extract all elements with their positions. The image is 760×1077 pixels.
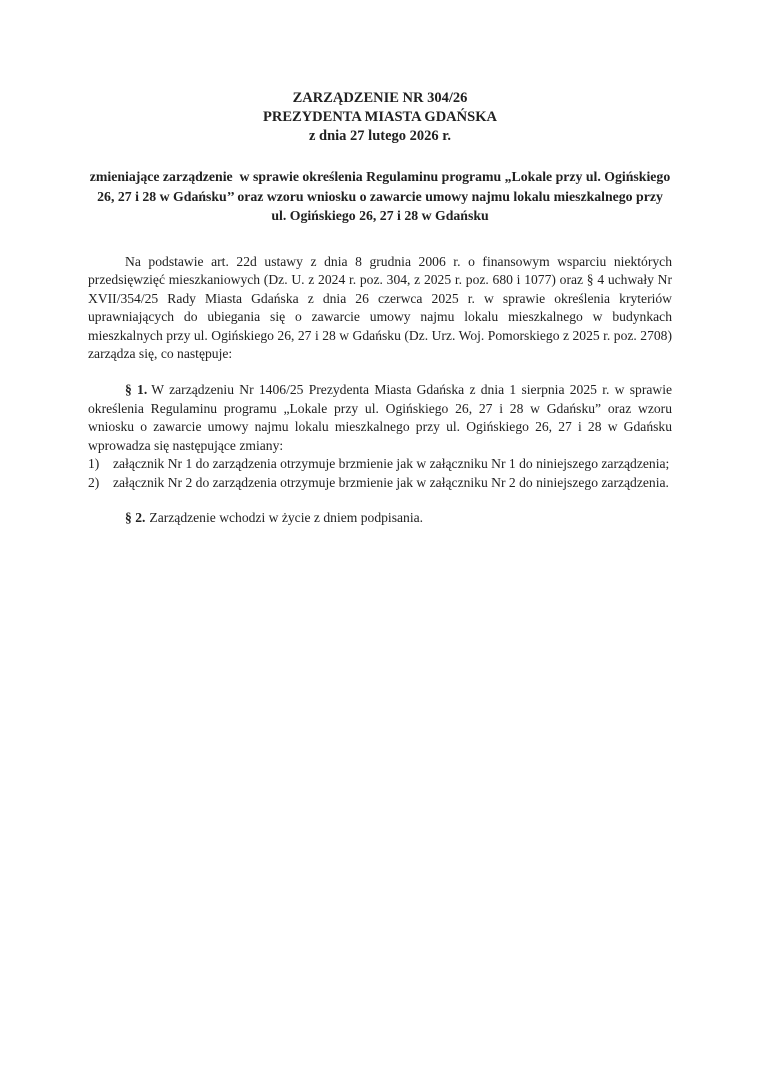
section-1-paragraph [88,381,672,455]
amendment-list [88,455,672,492]
ordinance-date-line: z dnia 27 lutego 2026 r. [308,128,452,144]
item-text: załącznik Nr 1 do zarządzenia otrzymuje brzmienie jak w załączniku Nr 1 do niniejszego zarządzenia; [113,456,670,472]
section-1-marker: § 1. [125,382,148,398]
section-2-paragraph [88,509,672,528]
list-item-2 [88,474,672,493]
section-2-text: Zarządzenie wchodzi w życie z dniem podpisania. [149,509,424,525]
item-number: 1) [88,456,100,472]
document-header [88,89,672,146]
legal-basis-paragraph: Na podstawie art. 22d ustawy z dnia 8 grudnia 2006 r. o finansowym wsparciu niektórych przedsięwzięć mieszkaniowych (Dz. U. z 2024 r. poz. 304, z 2025 r. poz. 680 i 1077) oraz § 4 uchwały Nr XVII/354/25 Rady Miasta Gdańska z dnia 26 czerwca 2025 r. w sprawie określenia kryteriów uprawniających do ubiegania się o zawarcie umowy najmu lokalu mieszkalnego w budynkach mieszkalnych przy ul. Ogińskiego 26, 27 i 28 w Gdańsku (Dz. Urz. Woj. Pomorskiego z 2025 r. poz. 2708) zarządza się, co następuje: [88,253,672,362]
section-2-marker: § 2. [125,509,146,525]
item-text: załącznik Nr 2 do zarządzenia otrzymuje brzmienie jak w załączniku Nr 2 do niniejszego zarządzenia. [113,475,669,491]
ordinance-issuer-line: PREZYDENTA MIASTA GDAŃSKA [263,109,497,125]
ordinance-subject: zmieniające zarządzenie w sprawie określenia Regulaminu programu „Lokale przy ul. Ogińskiego 26, 27 i 28 w Gdańsku’’ oraz wzoru wniosku o zawarcie umowy najmu lokalu mieszkalnego przy ul. Ogińskiego 26, 27 i 28 w Gdańsku [89,169,674,223]
section-1-text: W zarządzeniu Nr 1406/25 Prezydenta Miasta Gdańska z dnia 1 sierpnia 2025 r. w sprawie określenia Regulaminu programu „Lokale przy ul. Ogińskiego 26, 27 i 28 w Gdańsku” oraz wzoru wniosku o zawarcie umowy najmu lokalu mieszkalnego przy ul. Ogińskiego 26, 27 i 28 w Gdańsku wprowadza się następujące zmiany: [88,382,673,453]
list-item-1 [88,455,672,474]
ordinance-number-line: ZARZĄDZENIE NR 304/26 [292,90,468,106]
item-number: 2) [88,475,100,491]
